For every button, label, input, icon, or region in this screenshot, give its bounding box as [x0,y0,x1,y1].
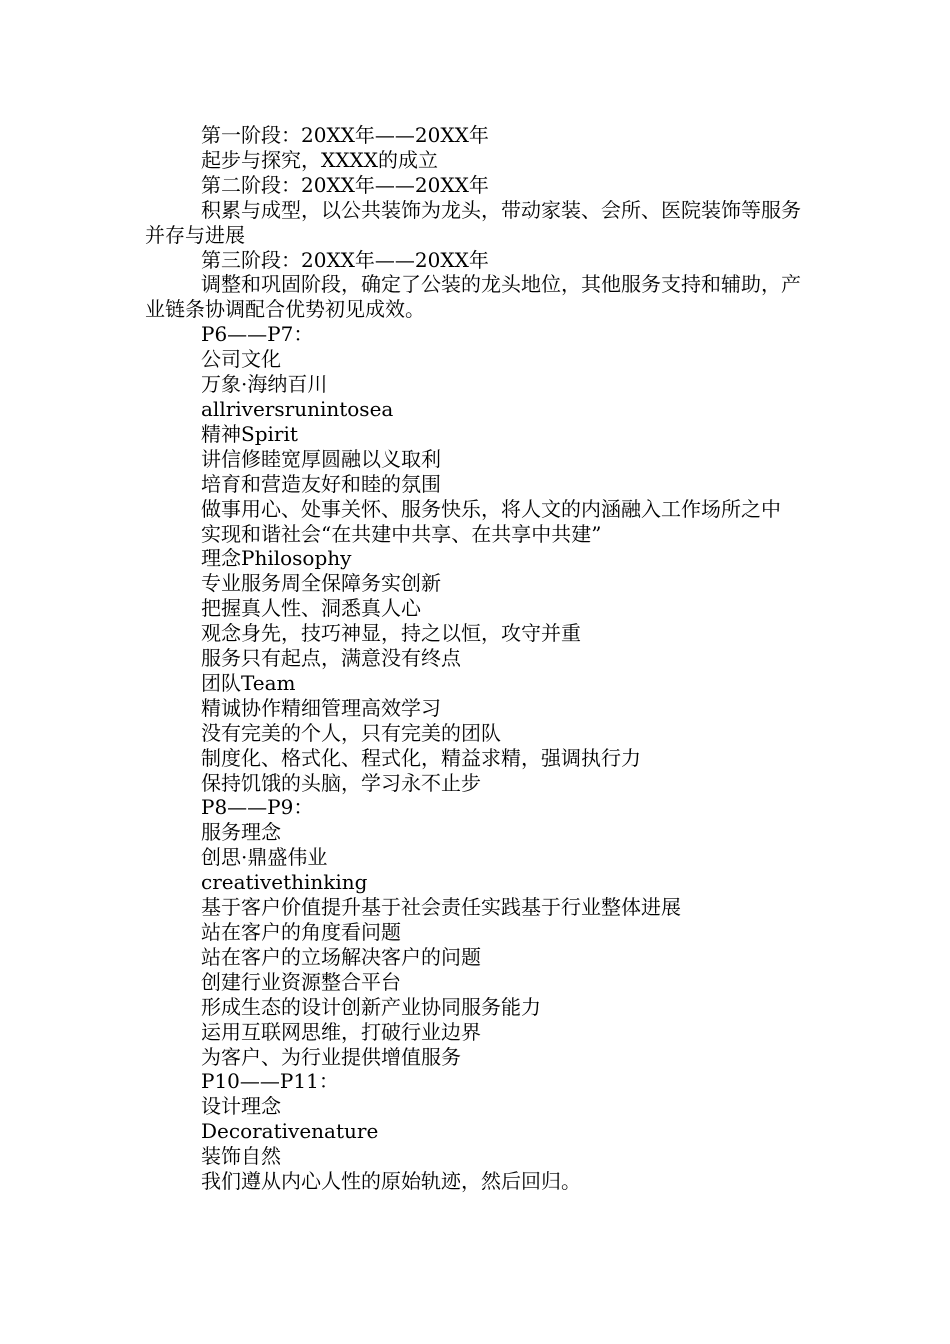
paragraph: 起步与探究，XXXX的成立 [201,147,438,172]
paragraph: 运用互联网思维，打破行业边界 [201,1019,481,1044]
paragraph: 精诚协作精细管理高效学习 [201,695,441,720]
paragraph: 精神Spirit [201,421,298,446]
paragraph: 第一阶段：20XX年——20XX年 [201,123,489,147]
paragraph: 万象·海纳百川 [201,372,328,397]
document-body [145,123,807,1194]
paragraph: 创思·鼎盛伟业 [201,845,328,870]
paragraph: 公司文化 [201,347,281,372]
paragraph: 培育和营造友好和睦的氛围 [201,471,441,496]
paragraph: 基于客户价值提升基于社会责任实践基于行业整体进展 [201,895,681,920]
paragraph: 形成生态的设计创新产业协同服务能力 [201,994,541,1019]
paragraph: 第三阶段：20XX年——20XX年 [201,247,489,272]
paragraph: 积累与成型，以公共装饰为龙头，带动家装、会所、医院装饰等服务并存与进展 [145,197,801,247]
paragraph: 设计理念 [201,1094,281,1119]
paragraph: 调整和巩固阶段，确定了公装的龙头地位，其他服务支持和辅助，产业链条协调配合优势初见成效。 [145,272,801,322]
paragraph: 保持饥饿的头脑，学习永不止步 [201,770,481,795]
paragraph: allriversrunintosea [201,396,394,421]
paragraph: 服务只有起点，满意没有终点 [201,646,461,671]
paragraph: 专业服务周全保障务实创新 [201,571,441,596]
paragraph: 为客户、为行业提供增值服务 [201,1044,461,1069]
paragraph: 做事用心、处事关怀、服务快乐，将人文的内涵融入工作场所之中 [201,496,781,521]
paragraph: 服务理念 [201,820,281,845]
paragraph: 站在客户的立场解决客户的问题 [201,944,481,969]
paragraph: 我们遵从内心人性的原始轨迹，然后回归。 [201,1169,581,1194]
paragraph: 观念身先，技巧神显，持之以恒，攻守并重 [201,621,581,646]
paragraph: 没有完美的个人，只有完美的团队 [201,720,501,745]
paragraph: 实现和谐社会“在共建中共享、在共享中共建” [201,521,602,546]
paragraph: 把握真人性、洞悉真人心 [201,596,421,621]
paragraph: P6——P7： [201,322,314,347]
paragraph: 站在客户的角度看问题 [201,920,401,944]
paragraph: P8——P9： [201,795,314,820]
paragraph: 创建行业资源整合平台 [201,969,401,994]
paragraph: creativethinking [201,870,368,895]
paragraph: 装饰自然 [201,1144,281,1169]
paragraph: 讲信修睦宽厚圆融以义取利 [201,446,441,471]
paragraph: Decorativenature [201,1119,379,1144]
paragraph: 团队Team [201,670,296,695]
paragraph: 制度化、格式化、程式化，精益求精，强调执行力 [201,745,641,770]
paragraph: 理念Philosophy [201,546,352,571]
paragraph: P10——P11： [201,1069,339,1094]
paragraph: 第二阶段：20XX年——20XX年 [201,172,489,197]
